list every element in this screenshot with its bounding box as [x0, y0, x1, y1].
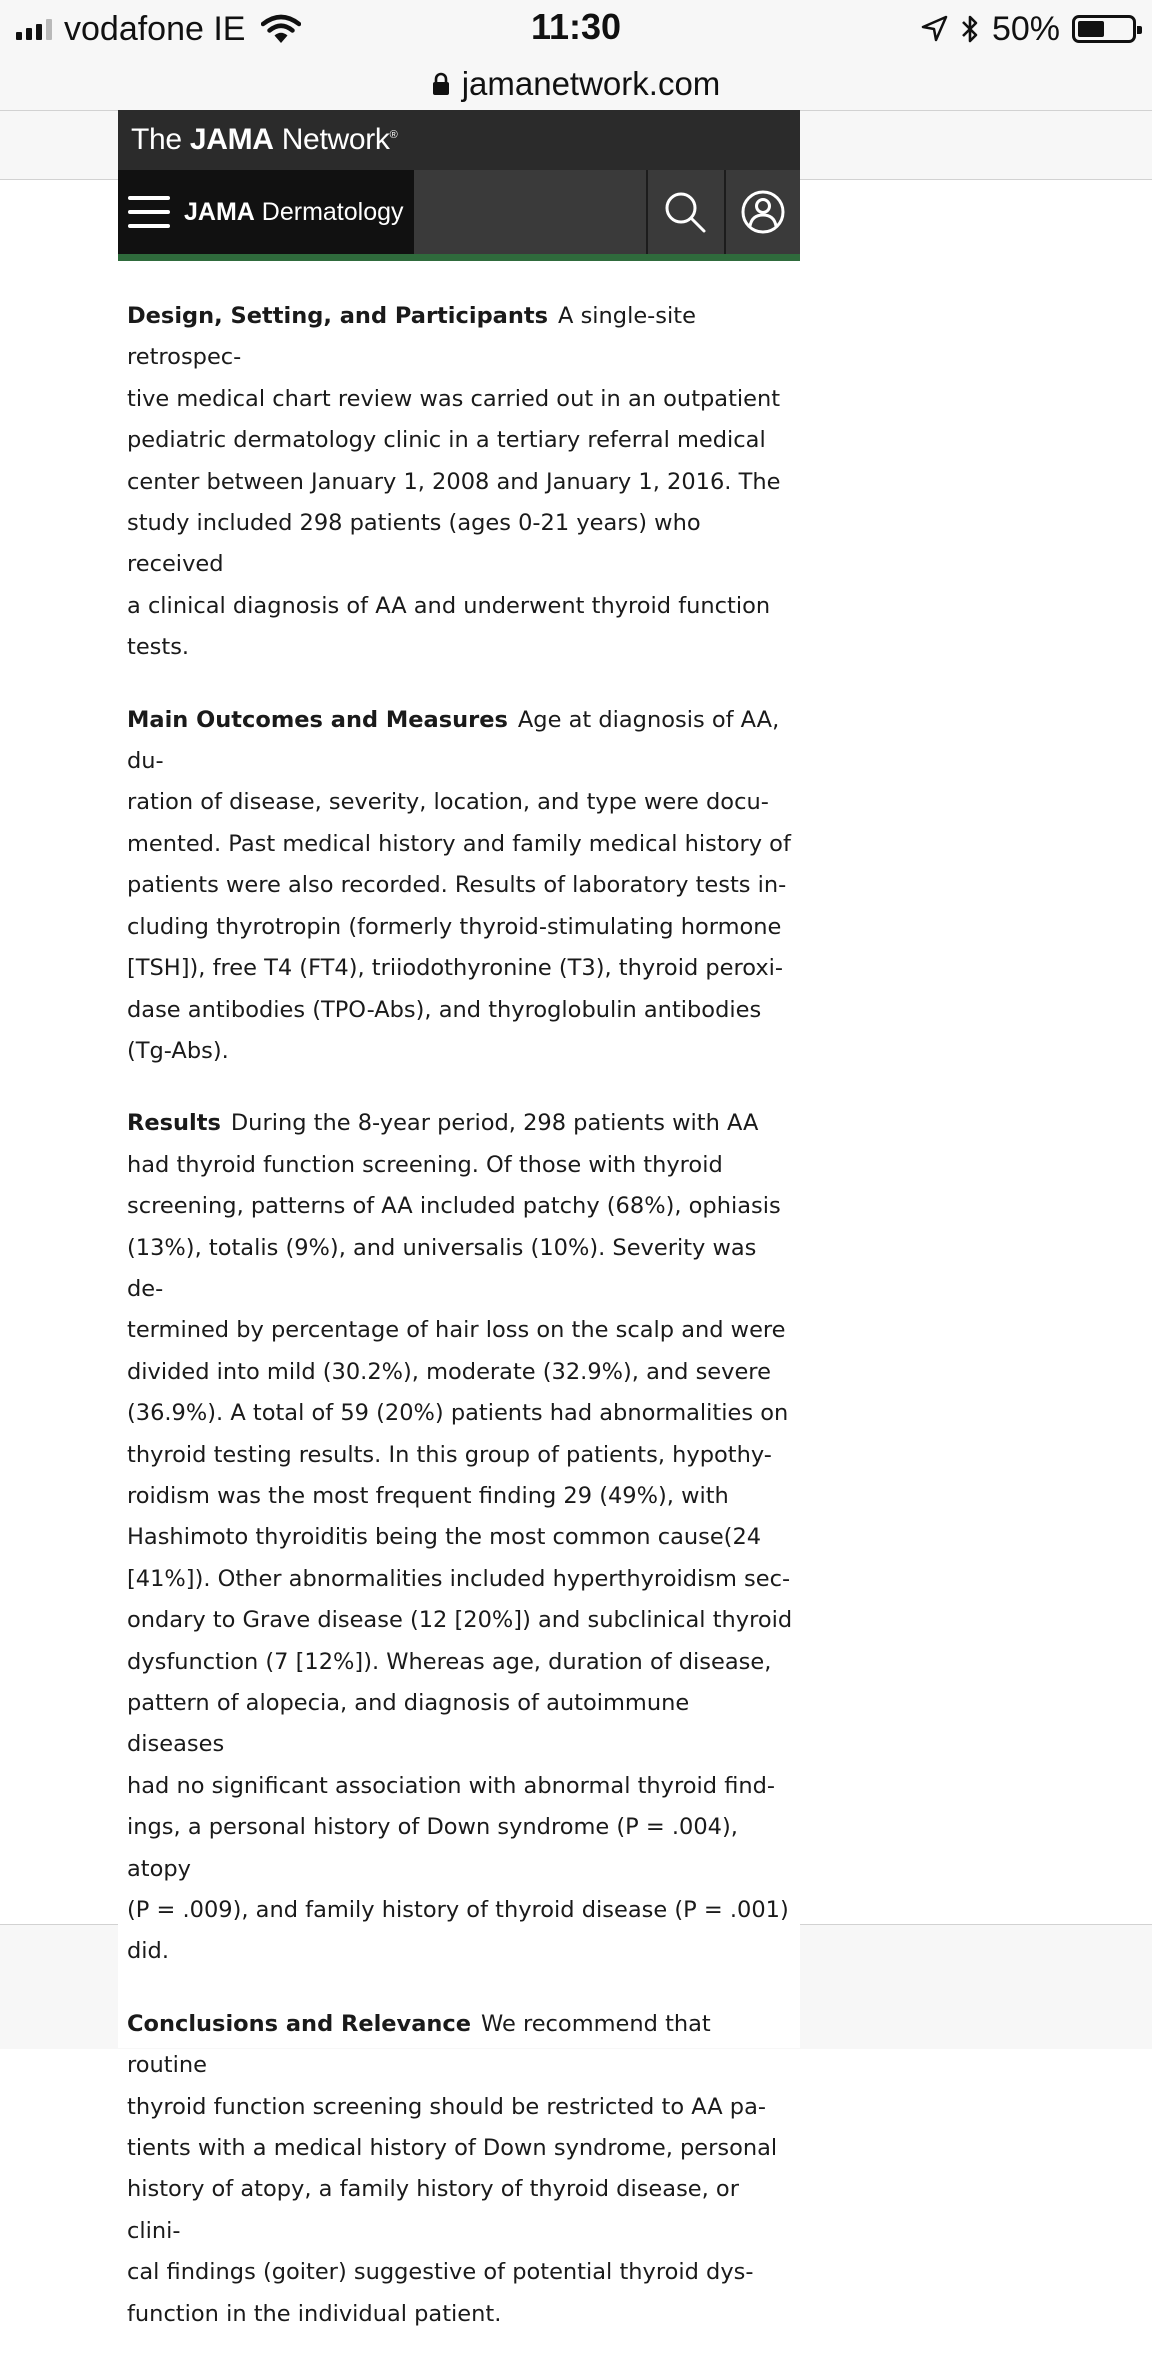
header-accent-rule	[118, 254, 800, 261]
abstract	[127, 296, 793, 2366]
lock-icon	[432, 72, 450, 96]
location-arrow-icon	[920, 15, 948, 43]
menu-icon[interactable]	[128, 195, 170, 229]
abstract-section-conclusions	[127, 2004, 793, 2335]
section-heading: Results	[127, 1110, 221, 1137]
journal-menu-button[interactable]	[118, 170, 414, 254]
search-button[interactable]	[646, 170, 722, 254]
battery-icon	[1072, 15, 1136, 43]
abstract-section-design	[127, 296, 793, 669]
journal-nav	[118, 170, 800, 254]
network-logo[interactable]: The JAMA Network®	[131, 123, 398, 156]
section-heading: Conclusions and Relevance	[127, 2010, 472, 2037]
status-time: 11:30	[530, 6, 622, 47]
battery-fill	[1078, 21, 1104, 37]
user-icon	[740, 189, 786, 235]
network-header	[118, 110, 800, 170]
section-text: Age at diagnosis of AA, du- ration of disease, severity, location, and type were docu- mented. Past medical history and family medical history of patients were also recorded. Results of laboratory tests in- cluding thyrotropin (formerly thyroid-stimulating hormone [TSH]), free T4 (FT4), triiodothyronine (T3), thyroid peroxi- dase antibodies (TPO-Abs), and thyroglobulin antibodies (Tg-Abs).	[127, 706, 791, 1064]
status-right	[920, 8, 1136, 50]
status-bar	[0, 0, 1152, 58]
account-button[interactable]	[724, 170, 800, 254]
carrier-name: vodafone IE	[64, 9, 246, 48]
section-heading: Main Outcomes and Measures	[127, 706, 508, 733]
abstract-section-results	[127, 1103, 793, 1973]
section-text: A single-site retrospec- tive medical chart review was carried out in an outpatient pediatric dermatology clinic in a tertiary referral medical center between January 1, 2008 and January 1, 2016. The study included 298 patients (ages 0-21 years) who received a clinical diagnosis of AA and underwent thyroid function tests.	[127, 303, 781, 661]
battery-percent: 50%	[991, 9, 1060, 48]
section-text: We recommend that routine thyroid function screening should be restricted to AA pa- tients with a medical history of Down syndrome, personal history of atopy, a family history of thyroid disease, or clini- cal findings (goiter) suggestive of potential thyroid dys- function in the individual patient.	[127, 2010, 778, 2327]
battery-cap	[1137, 26, 1142, 34]
bluetooth-icon	[960, 13, 980, 45]
section-text: During the 8-year period, 298 patients with AA had thyroid function screening. Of those with thyroid screening, patterns of AA included patchy (68%), ophiasis (13%), totalis (9%), and universalis (10%). Severity was de- termined by percentage of hair loss on the scalp and were divided into mild (30.2%), moderate (32.9%), and severe (36.9%). A total of 59 (20%) patients had abnormalities on thyroid testing results. In this group of patients, hypothy- roidism was the most frequent finding 29 (49%), with Hashimoto thyroiditis being the most common cause(24 [41%]). Other abnormalities included hyperthyroidism sec- ondary to Grave disease (12 [20%]) and subclinical thyroid dysfunction (7 [12%]). Whereas age, duration of disease, pattern of alopecia, and diagnosis of autoimmune diseases had no significant association with abnormal thyroid find- ings, a personal history of Down syndrome (P = .004), atopy (P = .009), and family history of thyroid disease (P = .001) did.	[127, 1110, 793, 1965]
journal-title[interactable]: JAMA Dermatology	[184, 197, 404, 226]
section-heading: Design, Setting, and Participants	[127, 303, 549, 329]
url-text[interactable]: jamanetwork.com	[461, 65, 721, 102]
search-icon	[663, 190, 707, 234]
address-bar[interactable]	[0, 58, 1152, 110]
abstract-section-outcomes	[127, 700, 793, 1073]
